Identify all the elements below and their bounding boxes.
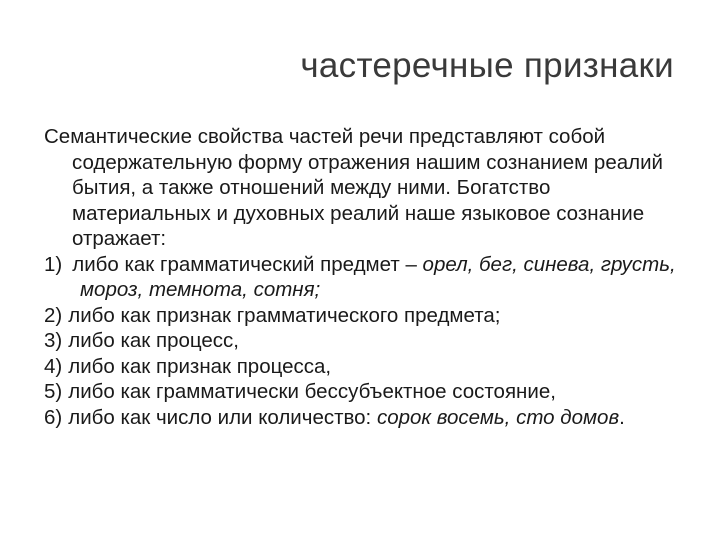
list-item-text: либо как грамматически бессубъектное состояние, <box>68 380 556 403</box>
list-item-number: 4) <box>44 354 63 378</box>
list-item-example: сорок восемь, сто домов <box>376 405 620 429</box>
intro-paragraph: Семантические свойства частей речи представляют собой содержательную форму отражения нашим сознанием реалий бытия, а также отношений между ними. Богатство материальных и духовных реалий наше языковое сознание отражает: <box>44 125 663 250</box>
list-item <box>44 405 684 431</box>
slide-title: частеречные признаки <box>300 46 674 85</box>
list-item-number: 2) <box>44 303 63 327</box>
list-item-tail: . <box>619 405 625 429</box>
list-item-number: 1) <box>44 252 63 276</box>
list-item <box>44 252 684 303</box>
list-item <box>44 328 684 354</box>
list-item-number: 3) <box>44 329 63 352</box>
list-item-text: либо как число или количество: <box>68 405 377 429</box>
list-item-text: либо как процесс, <box>68 329 239 352</box>
list-item-text: либо как признак процесса, <box>68 354 332 378</box>
list-item-example: орел, бег, синева, грусть, мороз, темнота, сотня; <box>80 252 676 301</box>
list-item <box>44 379 684 405</box>
list-item <box>44 354 684 380</box>
slide-body <box>44 124 684 430</box>
list-item <box>44 303 684 329</box>
list-item-text: либо как грамматический предмет – <box>72 252 423 276</box>
list-item-number: 6) <box>44 405 63 429</box>
list-item-number: 5) <box>44 380 63 403</box>
list-item-text: либо как признак грамматического предмета; <box>68 303 501 327</box>
